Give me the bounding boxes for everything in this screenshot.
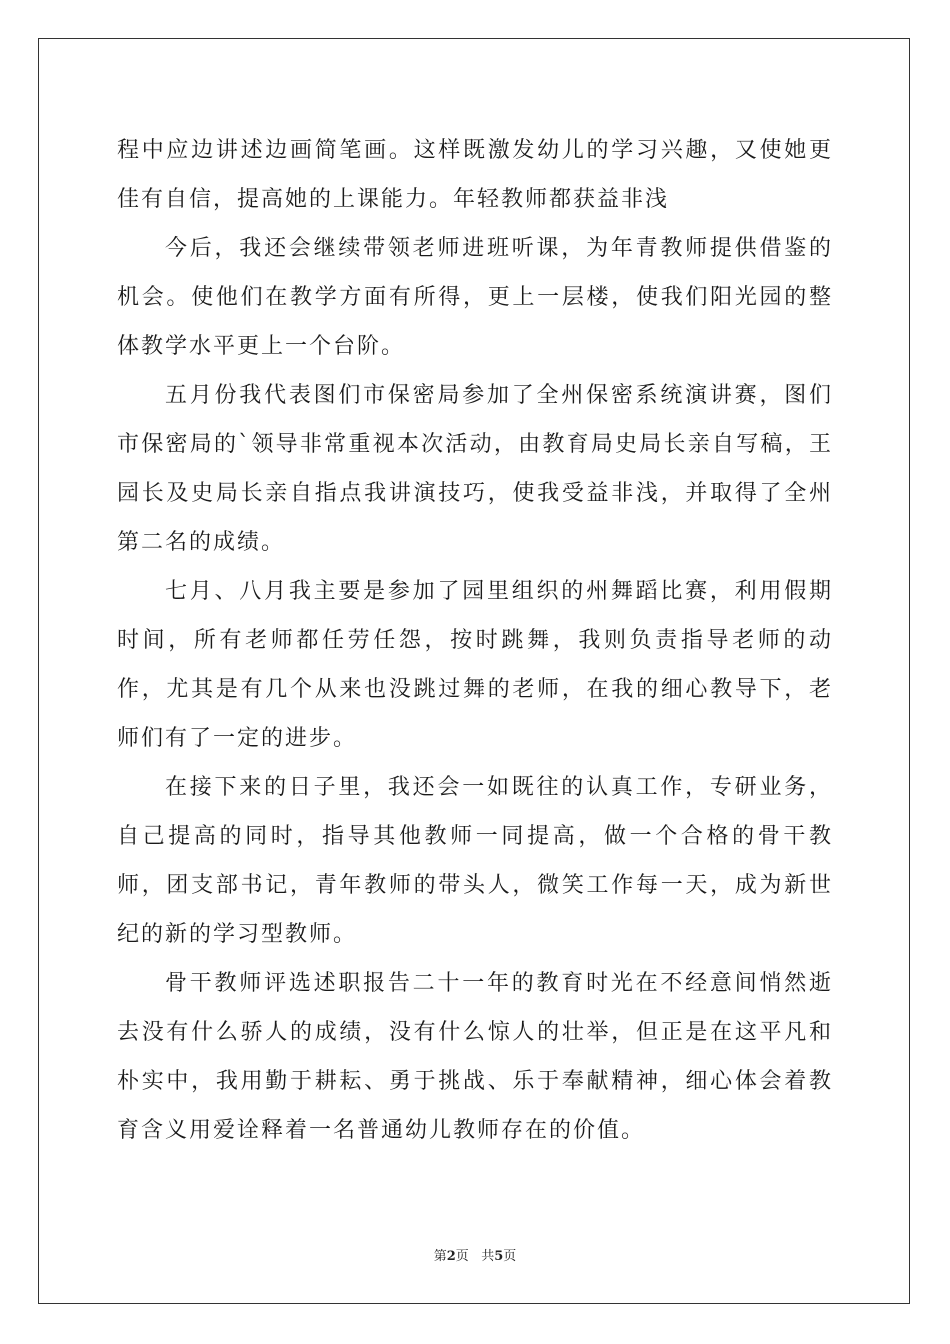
paragraph-2: 今后，我还会继续带领老师进班听课，为年青教师提供借鉴的机会。使他们在教学方面有所得，更上一层楼，使我们阳光园的整体教学水平更上一个台阶。 [117,236,833,359]
paragraph-5: 在接下来的日子里，我还会一如既往的认真工作，专研业务，自己提高的同时，指导其他教师一同提高，做一个合格的骨干教师，团支部书记，青年教师的带头人，微笑工作每一天，成为新世纪的新的学习型教师。 [117,775,833,947]
total-suffix: 页 [503,1249,517,1264]
document-body [117,126,833,1155]
page-number: 2 [446,1249,456,1264]
page-suffix: 页 [455,1249,469,1264]
paragraph-4: 七月、八月我主要是参加了园里组织的州舞蹈比赛，利用假期时间，所有老师都任劳任怨，按时跳舞，我则负责指导老师的动作，尤其是有几个从来也没跳过舞的老师，在我的细心教导下，老师们有了一定的进步。 [117,579,833,751]
paragraph-1: 程中应边讲述边画简笔画。这样既激发幼儿的学习兴趣，又使她更佳有自信，提高她的上课能力。年轻教师都获益非浅 [117,138,833,212]
total-prefix: 共 [481,1249,495,1264]
page-footer [0,1245,950,1264]
total-pages: 5 [494,1249,504,1264]
paragraph-3: 五月份我代表图们市保密局参加了全州保密系统演讲赛，图们市保密局的`领导非常重视本次活动，由教育局史局长亲自写稿，王园长及史局长亲自指点我讲演技巧，使我受益非浅，并取得了全州第二名的成绩。 [117,383,833,555]
page-prefix: 第 [433,1249,447,1264]
paragraph-6: 骨干教师评选述职报告二十一年的教育时光在不经意间悄然逝去没有什么骄人的成绩，没有什么惊人的壮举，但正是在这平凡和朴实中，我用勤于耕耘、勇于挑战、乐于奉献精神，细心体会着教育含义用爱诠释着一名普通幼儿教师存在的价值。 [117,971,833,1143]
